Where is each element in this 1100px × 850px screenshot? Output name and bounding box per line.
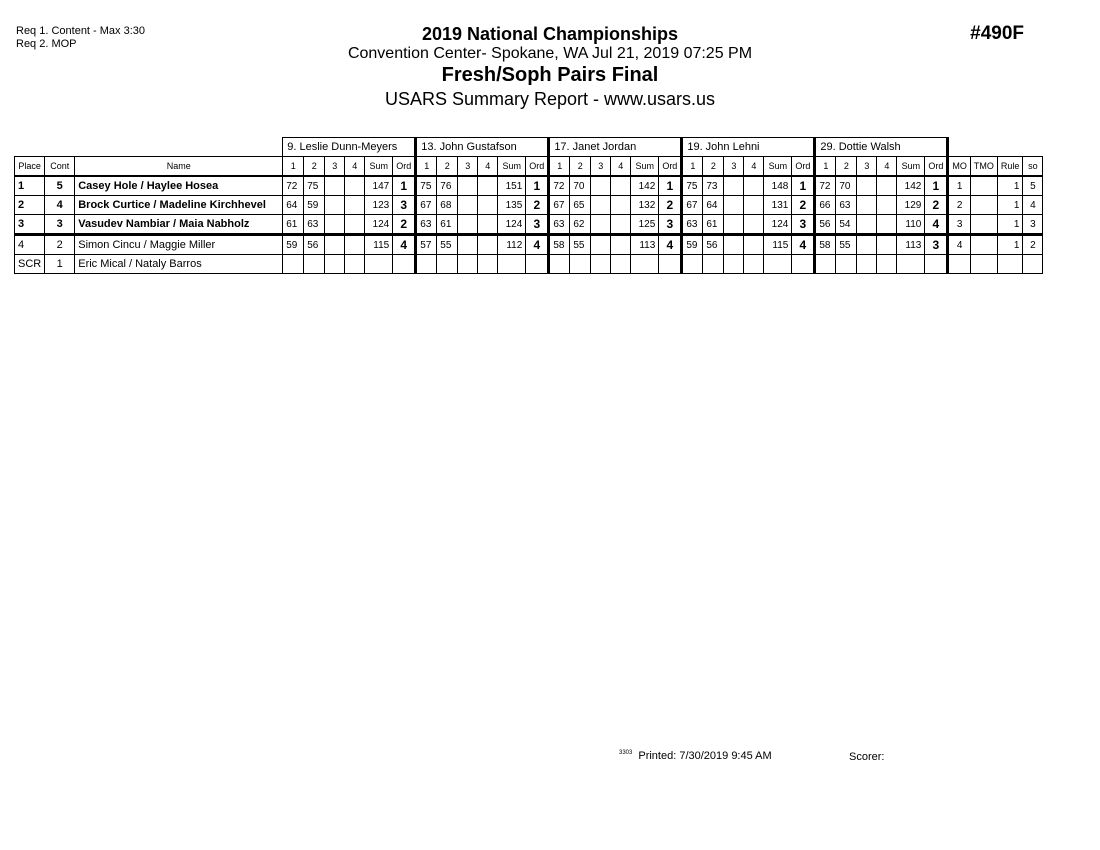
ordinal-cell: 1 <box>393 176 416 196</box>
ordinal-cell: 2 <box>659 196 682 215</box>
score-cell <box>304 255 325 274</box>
score-cell: 56 <box>703 235 724 255</box>
ordinal-cell: 2 <box>925 196 948 215</box>
score-cell <box>857 255 877 274</box>
score-cell: 75 <box>416 176 437 196</box>
ordinal-cell: 1 <box>659 176 682 196</box>
requirement-2: Req 2. MOP <box>16 38 77 50</box>
contestant-number-cell: 2 <box>45 235 75 255</box>
score-cell: 64 <box>283 196 304 215</box>
sum-cell: 135 <box>498 196 526 215</box>
ordinal-cell: 4 <box>393 235 416 255</box>
sum-cell: 125 <box>631 215 659 235</box>
rule-cell: 1 <box>997 176 1023 196</box>
score-cell <box>325 235 345 255</box>
place-cell: SCR <box>15 255 45 274</box>
sum-cell: 115 <box>764 235 792 255</box>
printed-timestamp: Printed: 7/30/2019 9:45 AM <box>638 750 772 762</box>
score-cell: 66 <box>815 196 836 215</box>
score-cell <box>325 215 345 235</box>
sum-cell: 124 <box>764 215 792 235</box>
score-cell: 59 <box>283 235 304 255</box>
sum-cell <box>365 255 393 274</box>
col-header-so: so <box>1023 157 1043 177</box>
score-cell: 75 <box>304 176 325 196</box>
score-cell: 68 <box>437 196 458 215</box>
score-cell <box>877 235 897 255</box>
score-cell: 58 <box>815 235 836 255</box>
score-cell: 65 <box>570 196 591 215</box>
score-cell <box>478 176 498 196</box>
place-cell: 4 <box>15 235 45 255</box>
so-cell: 2 <box>1023 235 1043 255</box>
table-row <box>15 235 1043 255</box>
score-cell <box>478 196 498 215</box>
printed-info <box>619 750 772 762</box>
score-cell <box>591 215 611 235</box>
col-header-s3: 3 <box>857 157 877 177</box>
sum-cell <box>764 255 792 274</box>
ordinal-cell <box>526 255 549 274</box>
score-cell <box>345 215 365 235</box>
score-cell: 63 <box>549 215 570 235</box>
score-cell: 61 <box>283 215 304 235</box>
sum-cell <box>897 255 925 274</box>
sum-cell: 110 <box>897 215 925 235</box>
col-header-s2: 2 <box>836 157 857 177</box>
mo-cell <box>948 255 971 274</box>
score-cell <box>744 255 764 274</box>
score-cell: 56 <box>304 235 325 255</box>
score-cell: 55 <box>570 235 591 255</box>
score-cell: 58 <box>549 235 570 255</box>
score-cell: 63 <box>416 215 437 235</box>
col-header-tmo: TMO <box>970 157 997 177</box>
col-header-s2: 2 <box>437 157 458 177</box>
ordinal-cell: 4 <box>925 215 948 235</box>
sum-cell: 147 <box>365 176 393 196</box>
ordinal-cell: 4 <box>792 235 815 255</box>
so-cell: 5 <box>1023 176 1043 196</box>
score-cell <box>703 255 724 274</box>
score-cell <box>458 176 478 196</box>
score-cell <box>611 176 631 196</box>
ordinal-cell <box>393 255 416 274</box>
ordinal-cell <box>659 255 682 274</box>
sum-cell: 124 <box>365 215 393 235</box>
score-cell <box>591 255 611 274</box>
score-cell <box>857 196 877 215</box>
skater-names-cell: Casey Hole / Haylee Hosea <box>75 176 283 196</box>
score-cell <box>744 215 764 235</box>
score-cell <box>724 196 744 215</box>
ordinal-cell: 1 <box>792 176 815 196</box>
score-cell <box>283 255 304 274</box>
score-cell <box>724 235 744 255</box>
score-cell: 54 <box>836 215 857 235</box>
score-cell: 63 <box>682 215 703 235</box>
ordinal-cell: 4 <box>526 235 549 255</box>
score-cell: 67 <box>416 196 437 215</box>
score-cell: 61 <box>703 215 724 235</box>
col-header-s4: 4 <box>877 157 897 177</box>
rule-cell: 1 <box>997 196 1023 215</box>
col-header-ord: Ord <box>526 157 549 177</box>
score-cell <box>478 215 498 235</box>
col-header-sum: Sum <box>365 157 393 177</box>
table-row <box>15 255 1043 274</box>
place-cell: 3 <box>15 215 45 235</box>
sum-cell: 113 <box>631 235 659 255</box>
score-cell: 72 <box>549 176 570 196</box>
ordinal-cell <box>925 255 948 274</box>
skater-names-cell: Brock Curtice / Madeline Kirchhevel <box>75 196 283 215</box>
place-cell: 2 <box>15 196 45 215</box>
score-cell: 70 <box>570 176 591 196</box>
score-cell <box>591 235 611 255</box>
score-cell <box>815 255 836 274</box>
skater-names-cell: Simon Cincu / Maggie Miller <box>75 235 283 255</box>
score-cell <box>478 255 498 274</box>
score-cell <box>325 176 345 196</box>
tmo-cell <box>970 196 997 215</box>
score-cell: 59 <box>304 196 325 215</box>
score-cell <box>325 196 345 215</box>
ordinal-cell: 1 <box>526 176 549 196</box>
ordinal-cell: 2 <box>792 196 815 215</box>
col-header-s4: 4 <box>744 157 764 177</box>
col-header-name: Name <box>75 157 283 177</box>
venue-date-line: Convention Center- Spokane, WA Jul 21, 2019 07:25 PM <box>347 45 753 62</box>
ordinal-cell: 3 <box>393 196 416 215</box>
tmo-cell <box>970 215 997 235</box>
sum-cell: 124 <box>498 215 526 235</box>
score-cell: 64 <box>703 196 724 215</box>
score-cell <box>611 235 631 255</box>
place-cell: 1 <box>15 176 45 196</box>
score-cell <box>591 196 611 215</box>
sum-cell: 112 <box>498 235 526 255</box>
score-cell: 55 <box>437 235 458 255</box>
sum-cell: 113 <box>897 235 925 255</box>
score-cell <box>611 196 631 215</box>
ordinal-cell <box>792 255 815 274</box>
score-cell: 55 <box>836 235 857 255</box>
ordinal-cell: 3 <box>526 215 549 235</box>
tmo-cell <box>970 176 997 196</box>
score-cell: 59 <box>682 235 703 255</box>
score-cell: 61 <box>437 215 458 235</box>
score-cell <box>682 255 703 274</box>
score-cell <box>724 176 744 196</box>
mo-cell: 4 <box>948 235 971 255</box>
scorer-label: Scorer: <box>849 751 885 763</box>
so-cell <box>1023 255 1043 274</box>
score-cell: 73 <box>703 176 724 196</box>
col-header-sum: Sum <box>764 157 792 177</box>
competition-title: 2019 National Championships <box>421 24 679 44</box>
score-cell <box>458 196 478 215</box>
sum-cell: 132 <box>631 196 659 215</box>
col-header-ord: Ord <box>925 157 948 177</box>
so-cell: 3 <box>1023 215 1043 235</box>
judge-name: 29. Dottie Walsh <box>815 138 948 157</box>
ordinal-cell: 1 <box>925 176 948 196</box>
col-header-s1: 1 <box>682 157 703 177</box>
event-name: Fresh/Soph Pairs Final <box>441 64 659 86</box>
col-header-sum: Sum <box>897 157 925 177</box>
score-cell <box>345 176 365 196</box>
score-cell <box>724 215 744 235</box>
score-cell: 72 <box>815 176 836 196</box>
sum-cell: 148 <box>764 176 792 196</box>
sum-cell: 142 <box>631 176 659 196</box>
col-header-s3: 3 <box>724 157 744 177</box>
col-header-s4: 4 <box>478 157 498 177</box>
score-cell <box>857 176 877 196</box>
score-cell: 62 <box>570 215 591 235</box>
score-cell: 56 <box>815 215 836 235</box>
score-cell <box>345 196 365 215</box>
sum-cell: 151 <box>498 176 526 196</box>
score-cell <box>345 235 365 255</box>
score-cell <box>611 255 631 274</box>
col-header-place: Place <box>15 157 45 177</box>
tmo-cell <box>970 235 997 255</box>
score-cell: 76 <box>437 176 458 196</box>
score-cell: 70 <box>836 176 857 196</box>
col-header-s1: 1 <box>416 157 437 177</box>
header-spacer <box>948 138 1043 157</box>
score-cell <box>857 215 877 235</box>
col-header-s1: 1 <box>815 157 836 177</box>
mo-cell: 3 <box>948 215 971 235</box>
score-cell <box>458 215 478 235</box>
contestant-number-cell: 4 <box>45 196 75 215</box>
score-cell: 67 <box>549 196 570 215</box>
col-header-s1: 1 <box>549 157 570 177</box>
score-cell <box>744 235 764 255</box>
score-cell: 75 <box>682 176 703 196</box>
score-cell: 63 <box>304 215 325 235</box>
score-cell <box>325 255 345 274</box>
tmo-cell <box>970 255 997 274</box>
score-cell <box>877 255 897 274</box>
sum-cell: 123 <box>365 196 393 215</box>
ordinal-cell: 3 <box>659 215 682 235</box>
skater-names-cell: Eric Mical / Nataly Barros <box>75 255 283 274</box>
col-header-s2: 2 <box>570 157 591 177</box>
report-code: 3303 <box>619 750 633 756</box>
table-row <box>15 215 1043 235</box>
score-cell <box>345 255 365 274</box>
rule-cell: 1 <box>997 235 1023 255</box>
contestant-number-cell: 1 <box>45 255 75 274</box>
sum-cell: 115 <box>365 235 393 255</box>
col-header-s2: 2 <box>304 157 325 177</box>
col-header-sum: Sum <box>631 157 659 177</box>
col-header-mo: MO <box>948 157 971 177</box>
ordinal-cell: 2 <box>526 196 549 215</box>
score-cell <box>458 235 478 255</box>
results-table <box>14 137 1043 274</box>
col-header-ord: Ord <box>659 157 682 177</box>
skater-names-cell: Vasudev Nambiar / Maia Nabholz <box>75 215 283 235</box>
score-cell <box>744 176 764 196</box>
column-header-row <box>15 157 1043 177</box>
score-cell <box>877 215 897 235</box>
col-header-s3: 3 <box>591 157 611 177</box>
score-cell <box>478 235 498 255</box>
score-cell <box>591 176 611 196</box>
judge-name: 17. Janet Jordan <box>549 138 682 157</box>
score-cell <box>877 176 897 196</box>
score-cell: 63 <box>836 196 857 215</box>
judge-name: 9. Leslie Dunn-Meyers <box>283 138 416 157</box>
mo-cell: 1 <box>948 176 971 196</box>
sum-cell <box>498 255 526 274</box>
sum-cell: 129 <box>897 196 925 215</box>
event-number: #490F <box>970 23 1024 44</box>
score-cell <box>724 255 744 274</box>
ordinal-cell: 3 <box>792 215 815 235</box>
score-cell: 67 <box>682 196 703 215</box>
rule-cell: 1 <box>997 215 1023 235</box>
header-spacer <box>15 138 283 157</box>
col-header-ord: Ord <box>393 157 416 177</box>
mo-cell: 2 <box>948 196 971 215</box>
score-cell <box>836 255 857 274</box>
col-header-s3: 3 <box>458 157 478 177</box>
ordinal-cell: 3 <box>925 235 948 255</box>
table-row <box>15 176 1043 196</box>
sum-cell <box>631 255 659 274</box>
table-row <box>15 196 1043 215</box>
rule-cell <box>997 255 1023 274</box>
contestant-number-cell: 5 <box>45 176 75 196</box>
so-cell: 4 <box>1023 196 1043 215</box>
sum-cell: 131 <box>764 196 792 215</box>
col-header-rule: Rule <box>997 157 1023 177</box>
score-cell <box>570 255 591 274</box>
score-cell <box>416 255 437 274</box>
col-header-sum: Sum <box>498 157 526 177</box>
col-header-cont: Cont <box>45 157 75 177</box>
score-cell <box>744 196 764 215</box>
contestant-number-cell: 3 <box>45 215 75 235</box>
col-header-s1: 1 <box>283 157 304 177</box>
judge-name: 19. John Lehni <box>682 138 815 157</box>
col-header-s2: 2 <box>703 157 724 177</box>
score-cell <box>458 255 478 274</box>
col-header-ord: Ord <box>792 157 815 177</box>
ordinal-cell: 4 <box>659 235 682 255</box>
score-cell <box>611 215 631 235</box>
score-cell <box>877 196 897 215</box>
report-title: USARS Summary Report - www.usars.us <box>384 89 716 109</box>
score-cell <box>857 235 877 255</box>
requirement-1: Req 1. Content - Max 3:30 <box>16 25 146 37</box>
score-cell <box>549 255 570 274</box>
score-cell: 72 <box>283 176 304 196</box>
judge-header-row <box>15 138 1043 157</box>
ordinal-cell: 2 <box>393 215 416 235</box>
score-cell <box>437 255 458 274</box>
col-header-s3: 3 <box>325 157 345 177</box>
col-header-s4: 4 <box>611 157 631 177</box>
sum-cell: 142 <box>897 176 925 196</box>
score-cell: 57 <box>416 235 437 255</box>
col-header-s4: 4 <box>345 157 365 177</box>
judge-name: 13. John Gustafson <box>416 138 549 157</box>
